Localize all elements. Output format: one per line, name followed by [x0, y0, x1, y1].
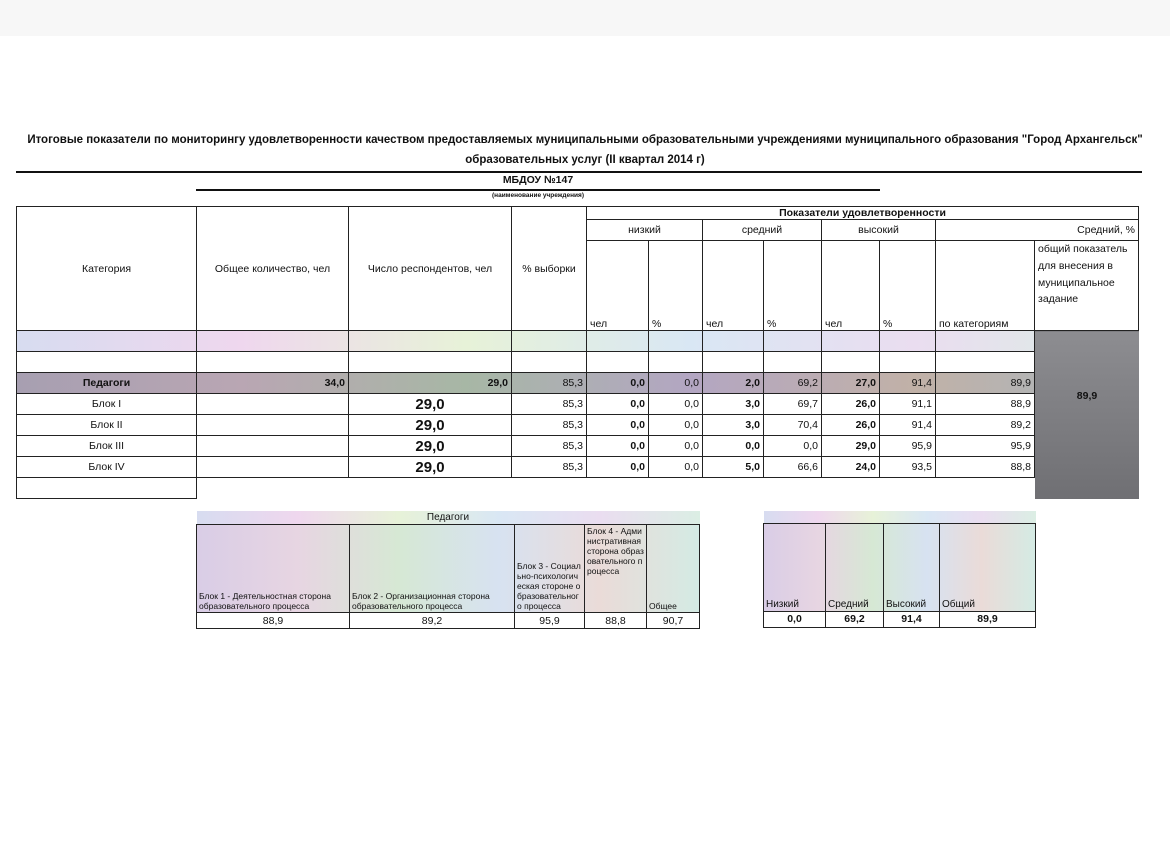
header-medium-percent: % [764, 241, 822, 331]
header-average: Средний, % [936, 220, 1139, 241]
header-medium: средний [703, 220, 822, 241]
table-row: 88,9 89,2 95,9 88,8 90,7 [197, 613, 700, 629]
header-sample: % выборки [512, 207, 587, 331]
level-header-low: Низкий [764, 523, 826, 611]
ped-header-block3: Блок 3 - Социально-психологическая стороне образовательного процесса [515, 525, 585, 613]
ped-header-block2: Блок 2 - Организационная сторона образовательного процесса [350, 525, 515, 613]
level-header-overall: Общий [940, 523, 1036, 611]
pedagogues-title: Педагоги [197, 511, 700, 525]
institution-underline [196, 189, 880, 191]
header-category: Категория [17, 207, 197, 331]
header-by-category: по категориям [936, 241, 1035, 331]
ped-header-block4: Блок 4 - Административная сторона образовательного процесса [585, 525, 647, 613]
table-row [17, 352, 1139, 373]
table-row: Блок II 29,0 85,3 0,0 0,0 3,0 70,4 26,0 91,4 89,2 [17, 415, 1139, 436]
ped-header-block1: Блок 1 - Деятельностная сторона образовательного процесса [197, 525, 350, 613]
table-row: 0,0 69,2 91,4 89,9 [764, 611, 1036, 627]
table-row [17, 331, 1139, 352]
institution-name: МБДОУ №147 [502, 174, 574, 186]
institution-caption: (наименование учреждения) [491, 192, 584, 199]
pedagogues-table [196, 511, 700, 629]
table-row: Педагоги 34,0 29,0 85,3 0,0 0,0 2,0 69,2 27,0 91,4 89,9 [17, 373, 1139, 394]
header-high-percent: % [880, 241, 936, 331]
satisfaction-table [16, 206, 1139, 499]
header-satisfaction: Показатели удовлетворенности [587, 207, 1139, 220]
header-total: Общее количество, чел [197, 207, 349, 331]
overall-value: 89,9 [1076, 390, 1098, 402]
header-low-people: чел [587, 241, 649, 331]
ped-header-total: Общее [647, 525, 700, 613]
header-medium-people: чел [703, 241, 764, 331]
header-respondents: Число респондентов, чел [349, 207, 512, 331]
report-title-line2: образовательных услуг (II квартал 2014 г) [465, 154, 705, 166]
report-title-line1: Итоговые показатели по мониторингу удовлетворенности качеством предоставляемых муниципальными образовательными учреждениями муниципального образования "Город Архангельск" [27, 134, 1143, 146]
level-header-high: Высокий [884, 523, 940, 611]
table-row: Блок I 29,0 85,3 0,0 0,0 3,0 69,7 26,0 91,1 88,9 [17, 394, 1139, 415]
header-high-people: чел [822, 241, 880, 331]
table-row: Блок III 29,0 85,3 0,0 0,0 0,0 0,0 29,0 95,9 95,9 [17, 436, 1139, 457]
levels-table [763, 511, 1036, 628]
header-low: низкий [587, 220, 703, 241]
table-row: Блок IV 29,0 85,3 0,0 0,0 5,0 66,6 24,0 93,5 88,8 [17, 457, 1139, 478]
level-header-medium: Средний [826, 523, 884, 611]
title-underline [16, 171, 1142, 173]
header-overall: общий показатель для внесения в муниципальное задание [1035, 241, 1139, 331]
header-high: высокий [822, 220, 936, 241]
header-low-percent: % [649, 241, 703, 331]
